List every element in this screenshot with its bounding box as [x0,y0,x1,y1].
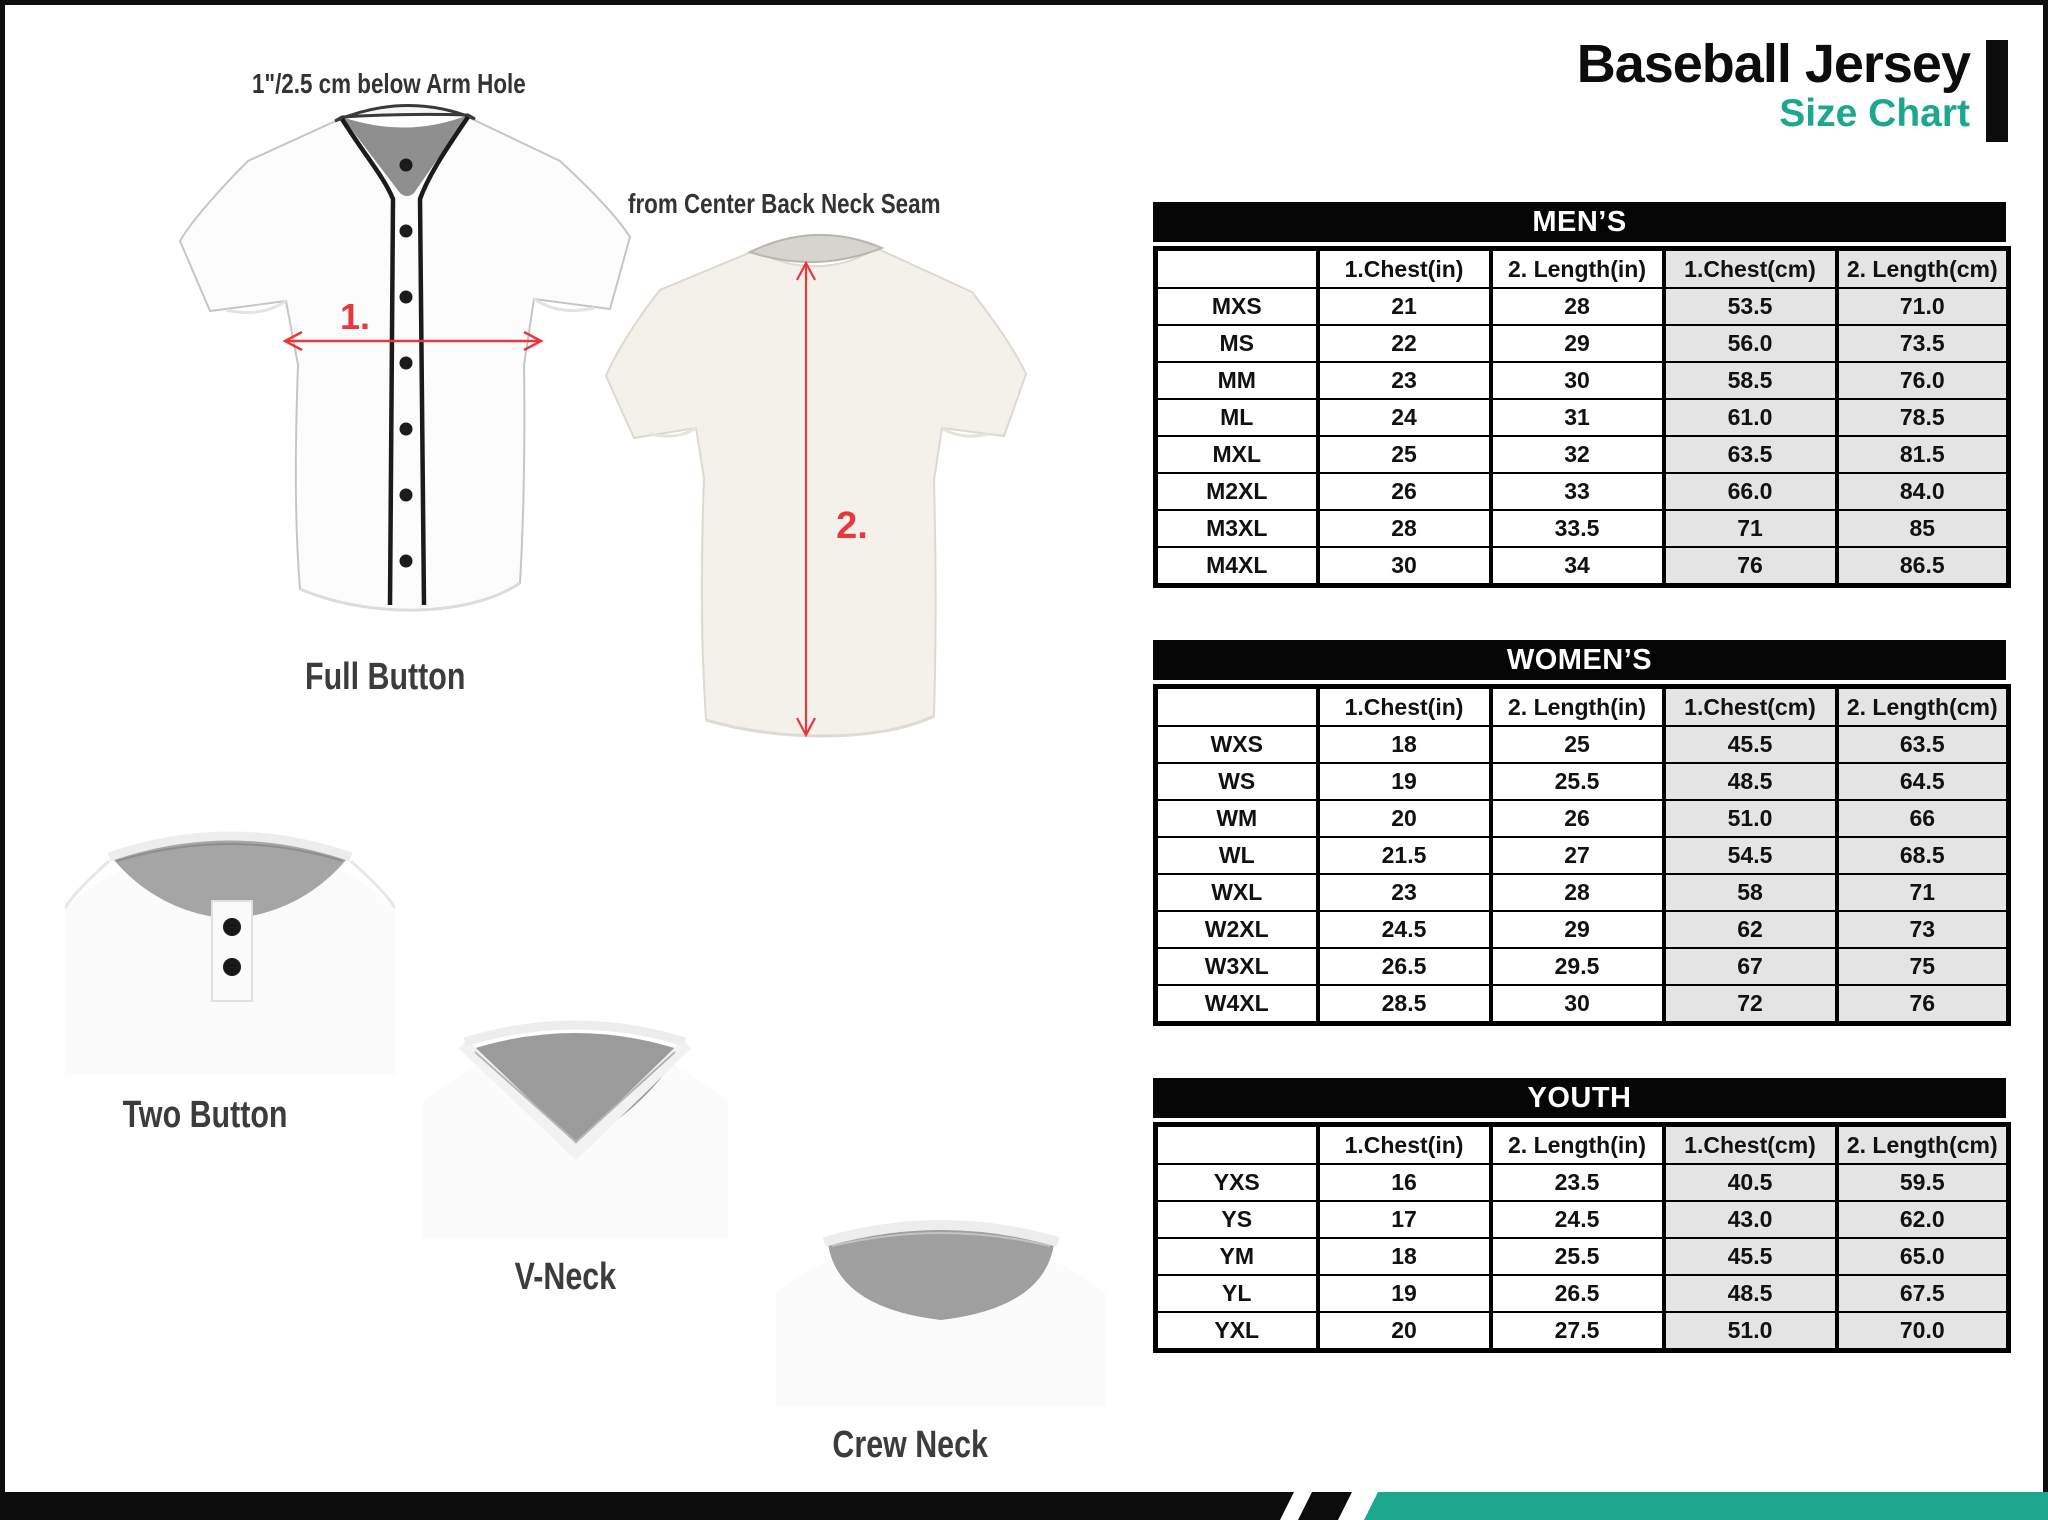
size-value: 28.5 [1318,985,1491,1024]
size-value: 26 [1318,473,1491,510]
size-value: 75 [1837,948,2009,985]
back-tee-body [606,248,1026,736]
size-label: WM [1156,800,1318,837]
size-value: 31 [1491,399,1664,436]
size-value: 29 [1491,325,1664,362]
size-row [1156,399,2009,436]
size-row [1156,911,2009,948]
size-value: 53.5 [1664,288,1837,325]
column-header: 2. Length(in) [1491,687,1664,727]
size-value: 43.0 [1664,1201,1837,1238]
size-row [1156,1275,2009,1312]
size-value: 76.0 [1837,362,2009,399]
size-row [1156,436,2009,473]
size-value: 22 [1318,325,1491,362]
crew-neck-collar-illustration [776,1214,1106,1406]
size-row [1156,547,2009,586]
mens-table-title: MEN’S [1153,202,2006,242]
column-header: 1.Chest(in) [1318,687,1491,727]
size-value: 16 [1318,1164,1491,1201]
size-label: M3XL [1156,510,1318,547]
size-value: 62 [1664,911,1837,948]
size-row [1156,874,2009,911]
size-label: MM [1156,362,1318,399]
size-value: 21.5 [1318,837,1491,874]
size-value: 63.5 [1837,726,2009,763]
v-neck-label: V-Neck [514,1256,616,1298]
size-value: 34 [1491,547,1664,586]
bottom-accent-bar [0,1490,2048,1520]
two-button-label: Two Button [122,1094,288,1136]
size-label: WS [1156,763,1318,800]
size-label: W3XL [1156,948,1318,985]
size-value: 73 [1837,911,2009,948]
size-value: 48.5 [1664,1275,1837,1312]
size-row [1156,985,2009,1024]
womens-size-table [1153,684,2011,1026]
size-value: 25.5 [1491,763,1664,800]
column-header-row [1156,687,2009,727]
size-value: 23 [1318,874,1491,911]
size-value: 45.5 [1664,726,1837,763]
column-header [1156,687,1318,727]
size-value: 21 [1318,288,1491,325]
size-row [1156,1238,2009,1275]
back-tee-illustration [600,228,1030,743]
size-value: 48.5 [1664,763,1837,800]
size-value: 71 [1664,510,1837,547]
size-value: 68.5 [1837,837,2009,874]
column-header-row [1156,1125,2009,1165]
size-value: 58.5 [1664,362,1837,399]
length-marker: 2. [836,505,868,547]
size-value: 23.5 [1491,1164,1664,1201]
column-header [1156,1125,1318,1165]
size-label: W4XL [1156,985,1318,1024]
size-value: 27 [1491,837,1664,874]
size-value: 67.5 [1837,1275,2009,1312]
size-value: 76 [1664,547,1837,586]
size-value: 54.5 [1664,837,1837,874]
size-row [1156,1164,2009,1201]
size-value: 51.0 [1664,800,1837,837]
bottom-bar-black-stripe [1298,1492,1352,1520]
mens-size-section [1153,202,2006,588]
size-value: 76 [1837,985,2009,1024]
womens-size-section [1153,640,2006,1026]
size-label: YL [1156,1275,1318,1312]
youth-size-table [1153,1122,2011,1353]
size-value: 25.5 [1491,1238,1664,1275]
size-label: MXL [1156,436,1318,473]
size-value: 19 [1318,763,1491,800]
size-value: 26 [1491,800,1664,837]
size-value: 29.5 [1491,948,1664,985]
size-row [1156,288,2009,325]
column-header-row [1156,249,2009,289]
size-row [1156,763,2009,800]
size-value: 20 [1318,800,1491,837]
mens-size-table [1153,246,2011,588]
size-value: 24 [1318,399,1491,436]
size-label: YXL [1156,1312,1318,1351]
size-value: 18 [1318,726,1491,763]
bottom-bar-black-segment [0,1492,1294,1520]
size-value: 17 [1318,1201,1491,1238]
size-value: 32 [1491,436,1664,473]
size-value: 58 [1664,874,1837,911]
size-value: 51.0 [1664,1312,1837,1351]
front-jersey-illustration [170,103,640,648]
size-label: M4XL [1156,547,1318,586]
column-header: 1.Chest(cm) [1664,1125,1837,1165]
size-value: 64.5 [1837,763,2009,800]
size-label: ML [1156,399,1318,436]
page-subtitle: Size Chart [1779,92,1970,136]
size-value: 28 [1318,510,1491,547]
size-value: 19 [1318,1275,1491,1312]
size-value: 73.5 [1837,325,2009,362]
bottom-bar-teal-segment [1364,1492,2048,1520]
v-neck-collar-illustration [423,1010,728,1238]
size-row [1156,726,2009,763]
size-row [1156,510,2009,547]
column-header [1156,249,1318,289]
size-label: MS [1156,325,1318,362]
size-value: 26.5 [1491,1275,1664,1312]
size-value: 24.5 [1491,1201,1664,1238]
page-title: Baseball Jersey [1576,34,1970,94]
size-value: 23 [1318,362,1491,399]
two-button-placket [212,901,252,1001]
size-value: 18 [1318,1238,1491,1275]
size-value: 84.0 [1837,473,2009,510]
column-header: 1.Chest(in) [1318,249,1491,289]
two-button-collar-illustration [65,813,395,1075]
size-value: 65.0 [1837,1238,2009,1275]
chest-marker: 1. [339,296,371,337]
size-value: 81.5 [1837,436,2009,473]
column-header: 2. Length(in) [1491,249,1664,289]
size-label: M2XL [1156,473,1318,510]
column-header: 1.Chest(cm) [1664,249,1837,289]
size-value: 71 [1837,874,2009,911]
title-accent-bar [1986,40,2008,142]
size-row [1156,325,2009,362]
column-header: 2. Length(cm) [1837,249,2009,289]
column-header: 1.Chest(in) [1318,1125,1491,1165]
size-value: 25 [1491,726,1664,763]
column-header: 1.Chest(cm) [1664,687,1837,727]
back-measure-note: from Center Back Neck Seam [628,188,941,219]
size-row [1156,948,2009,985]
header [1577,36,2008,142]
size-value: 45.5 [1664,1238,1837,1275]
column-header: 2. Length(cm) [1837,1125,2009,1165]
size-row [1156,1201,2009,1238]
size-value: 30 [1491,362,1664,399]
size-value: 59.5 [1837,1164,2009,1201]
size-value: 72 [1664,985,1837,1024]
size-value: 33.5 [1491,510,1664,547]
size-value: 24.5 [1318,911,1491,948]
womens-table-title: WOMEN’S [1153,640,2006,680]
size-row [1156,473,2009,510]
size-label: YM [1156,1238,1318,1275]
size-value: 30 [1318,547,1491,586]
size-value: 20 [1318,1312,1491,1351]
size-value: 71.0 [1837,288,2009,325]
size-label: W2XL [1156,911,1318,948]
size-label: YS [1156,1201,1318,1238]
size-value: 66.0 [1664,473,1837,510]
size-value: 86.5 [1837,547,2009,586]
size-value: 85 [1837,510,2009,547]
size-value: 29 [1491,911,1664,948]
size-value: 61.0 [1664,399,1837,436]
size-label: WL [1156,837,1318,874]
front-jersey-collar-band [335,105,475,121]
size-value: 40.5 [1664,1164,1837,1201]
youth-size-section [1153,1078,2006,1353]
crew-neck-label: Crew Neck [832,1424,988,1466]
size-label: YXS [1156,1164,1318,1201]
size-value: 66 [1837,800,2009,837]
size-value: 62.0 [1837,1201,2009,1238]
size-value: 70.0 [1837,1312,2009,1351]
front-measure-note: 1"/2.5 cm below Arm Hole [252,68,526,99]
size-row [1156,800,2009,837]
size-value: 63.5 [1664,436,1837,473]
size-value: 26.5 [1318,948,1491,985]
size-value: 30 [1491,985,1664,1024]
size-value: 28 [1491,874,1664,911]
size-label: WXS [1156,726,1318,763]
youth-table-title: YOUTH [1153,1078,2006,1118]
size-label: MXS [1156,288,1318,325]
size-value: 67 [1664,948,1837,985]
size-value: 27.5 [1491,1312,1664,1351]
size-value: 56.0 [1664,325,1837,362]
column-header: 2. Length(cm) [1837,687,2009,727]
column-header: 2. Length(in) [1491,1125,1664,1165]
size-value: 28 [1491,288,1664,325]
size-row [1156,837,2009,874]
size-value: 25 [1318,436,1491,473]
size-row [1156,362,2009,399]
size-label: WXL [1156,874,1318,911]
size-value: 78.5 [1837,399,2009,436]
full-button-label: Full Button [304,656,466,698]
size-row [1156,1312,2009,1351]
size-value: 33 [1491,473,1664,510]
